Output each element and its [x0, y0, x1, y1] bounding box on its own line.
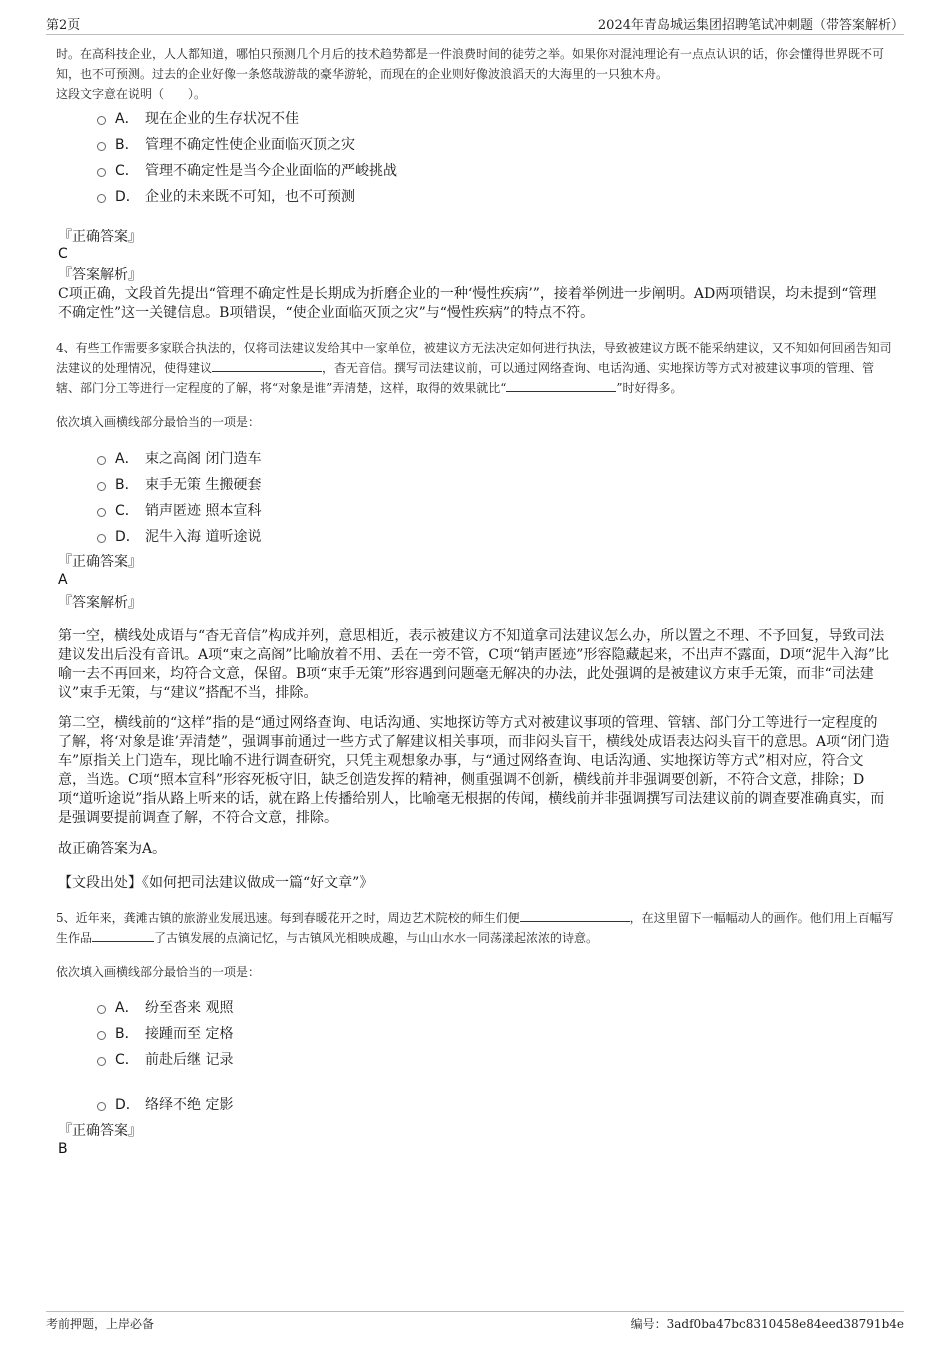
q5-option-d[interactable]: D． 络绎不绝 定影 [97, 1094, 233, 1114]
footer-divider [46, 1311, 904, 1312]
q4-analysis-para-3: 故正确答案为A。 [58, 841, 167, 857]
q5-option-c[interactable]: C． 前赴后继 记录 [97, 1049, 233, 1069]
q4-option-b[interactable]: B． 束手无策 生搬硬套 [97, 474, 261, 494]
q3-option-b[interactable]: B． 管理不确定性使企业面临灭顶之灾 [97, 134, 355, 154]
q4-analysis-label: 『答案解析』 [58, 595, 142, 611]
q4-answer: A [58, 572, 68, 588]
q4-answer-label: 『正确答案』 [58, 554, 142, 570]
radio-icon[interactable] [97, 168, 106, 177]
q5-answer-label: 『正确答案』 [58, 1123, 142, 1139]
fill-blank [520, 909, 630, 922]
q4-stem: 4、有些工作需要多家联合执法的，仅将司法建议发给其中一家单位，被建议方无法决定如何进行执法，导致被建议方既不能采纳建议，又不知如何回函告知司法建议的处理情况，使得建议 ，杳无音信。撰写司法建议前，可以通过网络查询、电话沟通、实地探访等方式对被建议事项的管理、管辖、部门分工等进行一定程度的了解，将“对象是谁”弄清楚，这样，取得的效果就比“ ”时好得多。 [56, 341, 892, 395]
q4-option-c[interactable]: C． 销声匿迹 照本宣科 [97, 500, 261, 520]
q3-analysis-label: 『答案解析』 [58, 267, 142, 283]
q3-stem: 时。在高科技企业，人人都知道，哪怕只预测几个月后的技术趋势都是一件浪费时间的徒劳之举。如果你对混沌理论有一点点认识的话，你会懂得世界既不可知，也不可预测。过去的企业好像一条悠哉游哉的豪华游轮，而现在的企业则好像波浪滔天的大海里的一只独木舟。 [56, 47, 885, 81]
radio-icon[interactable] [97, 1102, 106, 1111]
q3-option-c[interactable]: C． 管理不确定性是当今企业面临的严峻挑战 [97, 160, 397, 180]
q4-analysis-para-1: 第一空，横线处成语与“杳无音信”构成并列，意思相近，表示被建议方不知道拿司法建议怎么办，所以置之不理、不予回复，导致司法建议发出后没有音讯。A项“束之高阁”比喻放着不用、丢在一旁不管，C项“销声匿迹”形容隐藏起来，不出声不露面，D项“泥牛入海”比喻一去不再回来，均符合文意，保留。B项“束手无策”形容遇到问题毫无解决的办法，此处强调的是被建议方束手无策，而非“司法建议”束手无策，与“建议”搭配不当，排除。 [58, 628, 889, 701]
q5-answer: B [58, 1141, 68, 1157]
footer-slogan: 考前押题，上岸必备 [46, 1317, 155, 1331]
header-divider [46, 34, 904, 35]
q3-option-d[interactable]: D． 企业的未来既不可知，也不可预测 [97, 186, 355, 206]
radio-icon[interactable] [97, 1005, 106, 1014]
q3-answer-label: 『正确答案』 [58, 229, 142, 245]
document-title: 2024年青岛城运集团招聘笔试冲刺题（带答案解析） [597, 18, 904, 33]
q4-option-d[interactable]: D． 泥牛入海 道听途说 [97, 526, 261, 546]
q3-analysis: C项正确，文段首先提出“管理不确定性是长期成为折磨企业的一种‘慢性疾病’”，接着举例进一步阐明。AD两项错误，均未提到“管理不确定性”这一关键信息。B项错误，“使企业面临灭顶之灾”与“慢性疾病”的特点不符。 [58, 286, 877, 321]
radio-icon[interactable] [97, 142, 106, 151]
q5-option-a[interactable]: A． 纷至沓来 观照 [97, 997, 233, 1017]
radio-icon[interactable] [97, 482, 106, 491]
q5-option-b[interactable]: B． 接踵而至 定格 [97, 1023, 233, 1043]
radio-icon[interactable] [97, 1031, 106, 1040]
page-number: 第2页 [46, 18, 81, 33]
radio-icon[interactable] [97, 508, 106, 517]
fill-blank [506, 379, 616, 392]
q4-source: 【文段出处】《如何把司法建议做成一篇“好文章”》 [58, 875, 374, 891]
radio-icon[interactable] [97, 456, 106, 465]
q3-option-a[interactable]: A． 现在企业的生存状况不佳 [97, 108, 299, 128]
fill-blank [92, 929, 154, 942]
q3-answer: C [58, 246, 68, 262]
q4-analysis-para-2: 第二空，横线前的“这样”指的是“通过网络查询、电话沟通、实地探访等方式对被建议事项的管理、管辖、部门分工等进行一定程度的了解，将‘对象是谁’弄清楚”，强调事前通过一些方式了解建议相关事项，而非闷头盲干，横线处成语表达闷头盲干的意思。A项“闭门造车”原指关上门造车，现比喻不进行调查研究，只凭主观想象办事，与“通过网络查询、电话沟通、实地探访等方式”相对应，符合文意，当选。C项“照本宣科”形容死板守旧，缺乏创造发挥的精神，侧重强调不创新，横线前并非强调要创新，不符合文意，排除；D项“道听途说”指从路上听来的话，就在路上传播给别人，比喻毫无根据的传闻，横线前并非强调撰写司法建议前的调查要准确真实，而是强调要提前调查了解，不符合文意，排除。 [58, 715, 890, 826]
radio-icon[interactable] [97, 1057, 106, 1066]
q4-option-a[interactable]: A． 束之高阁 闭门造车 [97, 448, 261, 468]
fill-blank [212, 359, 322, 372]
document-id: 编号：3adf0ba47bc8310458e84eed38791b4e [630, 1317, 904, 1331]
q3-question: 这段文字意在说明（ ）。 [56, 87, 207, 101]
radio-icon[interactable] [97, 194, 106, 203]
q4-prompt: 依次填入画横线部分最恰当的一项是： [56, 415, 261, 429]
radio-icon[interactable] [97, 116, 106, 125]
q5-prompt: 依次填入画横线部分最恰当的一项是： [56, 965, 261, 979]
radio-icon[interactable] [97, 534, 106, 543]
q5-stem: 5、近年来，龚滩古镇的旅游业发展迅速。每到春暖花开之时，周边艺术院校的师生们便 ，在这里留下一幅幅动人的画作。他们用上百幅写生作品 了古镇发展的点滴记忆，与古镇风光相映成趣，与山山水水一同荡漾起浓浓的诗意。 [56, 911, 894, 945]
